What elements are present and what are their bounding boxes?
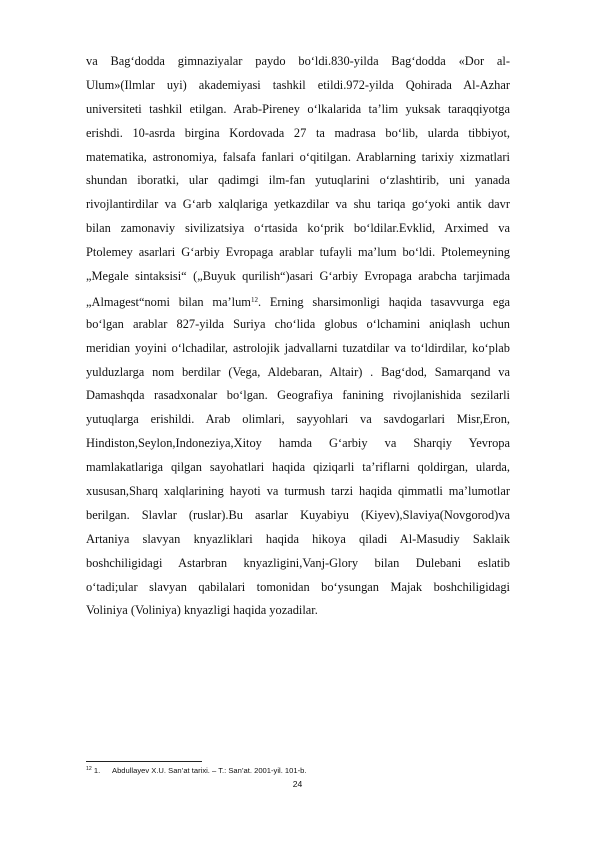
text-line: meridian yoyini o‘lchadilar, astrolojik jadvallarni tuzatdilar va to‘ldirdilar, ko‘plab [86,340,510,355]
text-line: mamlakatlariga qilgan sayohatlari haqida qiziqarli ta’riflarni qoldirgan, ularda, [86,460,510,475]
text-line: erishdi. 10-asrda birgina Kordovada 27 ta madrasa bo‘lib, ularda tibbiyot, [86,125,510,140]
text-line: matematika, astronomiya, falsafa fanlari o‘qitilgan. Arablarning tarixiy xizmatlari [86,149,510,164]
text-line: Ulum»(Ilmlar uyi) akademiyasi tashkil etildi.972-yilda Qohirada Al-Azhar [86,77,510,92]
footnote-ref: 12 [250,295,258,304]
text-line: shundan iboratki, ular qadimgi ilm-fan yutuqlarini o‘zlashtirib, uni yanada [86,173,510,188]
footnote-separator [86,761,202,762]
text-line: bilan zamonaviy sivilizatsiya o‘rtasida ko‘prik bo‘ldilar.Evklid, Arximed va [86,221,510,236]
text-line: berilgan. Slavlar (ruslar).Bu asarlar Kuyabiyu (Kiyev),Slaviya(Novgorod)va [86,507,510,522]
text-line: va Bag‘dodda gimnaziyalar paydo bo‘ldi.830-yilda Bag‘dodda «Dor al- [86,54,510,68]
text-line: Artaniya slavyan knyazliklari haqida hikoya qiladi Al-Masudiy Saklaik [86,531,510,546]
text-line: Damashqda rasadxonalar bo‘lgan. Geografiya fanining rivojlanishida sezilarli [86,388,510,403]
text-line: xususan,Sharq xalqlarining hayoti va turmush tarzi haqida qimmatli ma’lumotlar [86,484,510,499]
text-line: Ptolemey asarlari G‘arbiy Evropaga arablar tufayli ma’lum bo‘ldi. Ptolemeyning [86,245,510,260]
text-line: bo‘lgan arablar 827-yilda Suriya cho‘lida globus o‘lchamini aniqlash uchun [86,316,510,331]
footnote-text: Abdullayev X.U. San’at tarixi. – T.: San’at. 2001-yil. 101-b. [112,766,307,775]
text-line: Voliniya (Voliniya) knyazligi haqida yozadilar. [86,603,318,618]
text-line: o‘tadi;ular slavyan qabilalari tomonidan bo‘ysungan Majak boshchiligidagi [86,579,510,594]
page-number: 24 [292,779,303,789]
footnote-number: $^{12}$ 1. [86,766,101,775]
text-line: „Megale sintaksisi“ („Buyuk qurilish“)asari G‘arbiy Evropaga arabcha tarjimada [86,269,510,284]
text-line: „Almagest“nomi bilan ma’lum$^{12}$. Erning sharsimonligi haqida tasavvurga ega [86,294,511,309]
body-text [86,50,510,623]
footnote [86,766,306,775]
text-line: universiteti tashkil etilgan. Arab-Pireney o‘lkalarida ta’lim yuksak taraqqiyotga [86,101,510,116]
text-line: rivojlantirdilar va G‘arb xalqlariga yetkazdilar va shu tariqa go‘yoki antik davr [86,197,510,212]
text-line: boshchiligidagi Astarbran knyazligini,Vanj-Glory bilan Dulebani eslatib [86,555,510,570]
text-line: yutuqlarga erishildi. Arab olimlari, sayyohlari va savdogarlari Misr,Eron, [86,412,510,427]
text-line: Hindiston,Seylon,Indoneziya,Xitoy hamda G‘arbiy va Sharqiy Yevropa [86,436,510,451]
text-line: yulduzlarga nom berdilar (Vega, Aldebaran, Altair) . Bag‘dod, Samarqand va [86,364,510,379]
